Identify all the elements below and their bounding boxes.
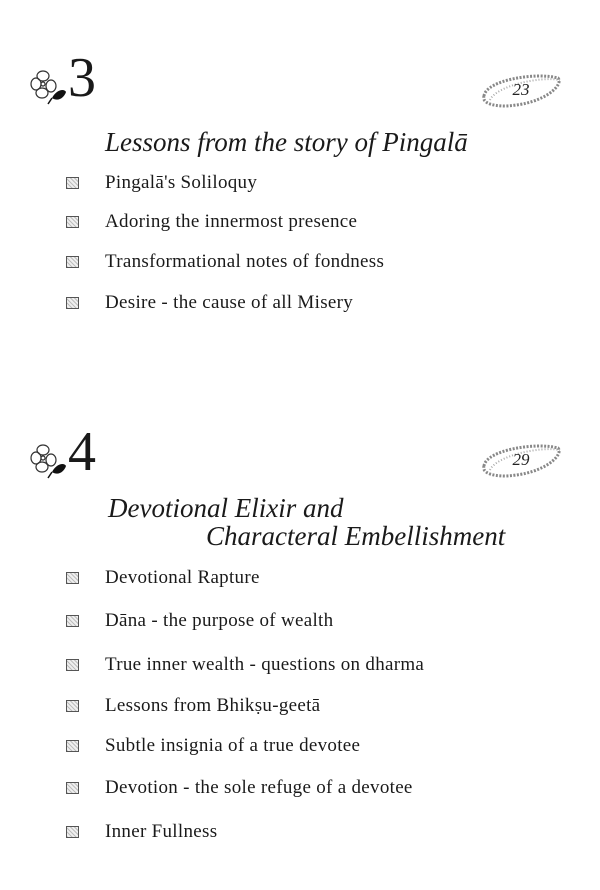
chapter-heading [28,421,96,483]
page-number: 29 [512,450,530,469]
chapter-title [105,126,468,158]
chapter-title-line: Characteral Embellishment [206,521,506,551]
square-bullet-icon [66,615,79,627]
square-bullet-icon [66,700,79,712]
square-bullet-icon [66,782,79,794]
list-item: Dāna - the purpose of wealth [66,610,333,632]
chapter-number: 4 [68,421,96,483]
square-bullet-icon [66,177,79,189]
list-item: Lessons from Bhikṣu-geetā [66,695,320,717]
chapter-title-line: Devotional Elixir and [108,493,344,523]
square-bullet-icon [66,216,79,228]
list-item: Adoring the innermost presence [66,211,357,233]
chapter-title-line: Lessons from the story of Pingalā [105,127,468,157]
chapter-heading [28,47,96,109]
list-item: Desire - the cause of all Misery [66,292,353,314]
list-item: Transformational notes of fondness [66,251,384,273]
page-number: 23 [512,80,530,99]
square-bullet-icon [66,659,79,671]
flower-icon [28,64,70,106]
list-item: True inner wealth - questions on dharma [66,654,424,676]
square-bullet-icon [66,740,79,752]
square-bullet-icon [66,572,79,584]
list-item: Subtle insignia of a true devotee [66,735,360,757]
square-bullet-icon [66,297,79,309]
list-item: Devotion - the sole refuge of a devotee [66,777,413,799]
page-number-badge [476,66,566,114]
list-item: Devotional Rapture [66,567,260,589]
list-item: Pingalā's Soliloquy [66,172,257,194]
chapter-title [206,520,505,552]
square-bullet-icon [66,826,79,838]
page-number-badge [476,436,566,484]
list-item: Inner Fullness [66,821,217,843]
flower-icon [28,438,70,480]
chapter-number: 3 [68,47,96,109]
square-bullet-icon [66,256,79,268]
